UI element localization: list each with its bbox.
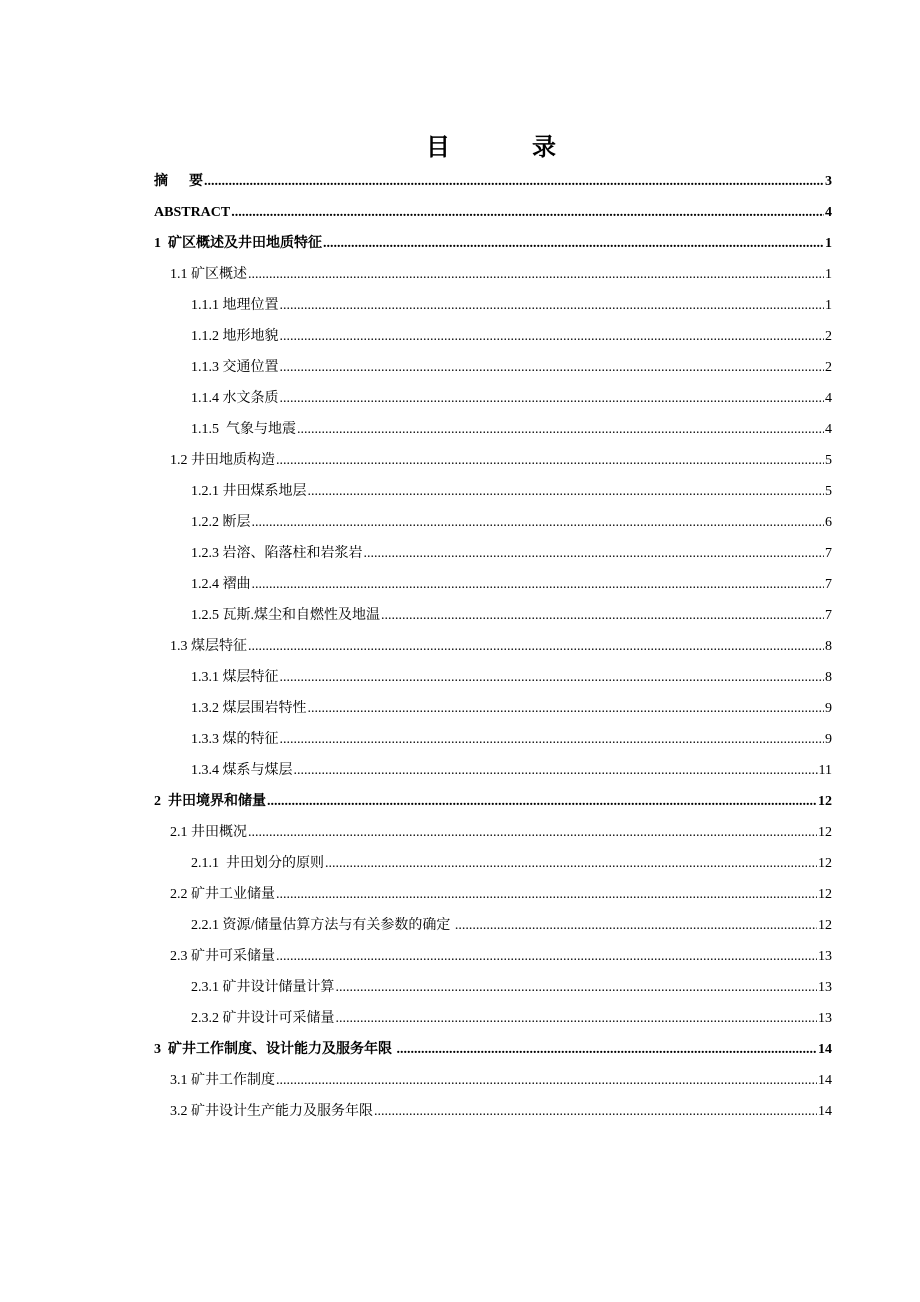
- toc-entry[interactable]: [154, 321, 832, 352]
- toc-entry-page-number: 12: [818, 856, 832, 871]
- toc-entry-label: 2.3.1 矿井设计储量计算: [191, 980, 335, 995]
- toc-entry-page-number: 12: [818, 794, 832, 809]
- toc-entry-label: 2.1.1 井田划分的原则: [191, 856, 324, 871]
- toc-dot-leader: [248, 817, 817, 848]
- toc-entry[interactable]: [154, 1003, 832, 1034]
- toc-entry-page-number: 2: [825, 329, 832, 344]
- toc-dot-leader: [276, 1065, 817, 1096]
- toc-entry-page-number: 7: [825, 577, 832, 592]
- toc-dot-leader: [231, 197, 824, 228]
- toc-entry[interactable]: [154, 1096, 832, 1127]
- toc-entry[interactable]: [154, 662, 832, 693]
- toc-entry-page-number: 8: [825, 670, 832, 685]
- toc-entry[interactable]: [154, 352, 832, 383]
- toc-dot-leader: [325, 848, 817, 879]
- toc-entry-page-number: 13: [818, 1011, 832, 1026]
- toc-entry-label: 2.3.2 矿井设计可采储量: [191, 1011, 335, 1026]
- toc-entry[interactable]: [154, 786, 832, 817]
- toc-entry[interactable]: [154, 941, 832, 972]
- toc-entry-page-number: 1: [825, 236, 832, 251]
- toc-entry-label: 1.1.1 地理位置: [191, 298, 279, 313]
- toc-dot-leader: [276, 879, 817, 910]
- toc-entry-page-number: 5: [825, 453, 832, 468]
- toc-entry-label: 1.3.2 煤层围岩特性: [191, 701, 307, 716]
- toc-entry-page-number: 2: [825, 360, 832, 375]
- toc-entry-label: 1.1.2 地形地貌: [191, 329, 279, 344]
- toc-entry-page-number: 9: [825, 732, 832, 747]
- toc-dot-leader: [336, 972, 818, 1003]
- toc-dot-leader: [381, 600, 824, 631]
- toc-entry[interactable]: [154, 848, 832, 879]
- toc-dot-leader: [297, 414, 824, 445]
- toc-entry-label: 摘 要: [154, 174, 203, 189]
- toc-dot-leader: [308, 476, 825, 507]
- toc-list: [154, 166, 832, 1127]
- toc-entry-page-number: 4: [825, 422, 832, 437]
- toc-entry-label: 1.1.5 气象与地震: [191, 422, 296, 437]
- toc-dot-leader: [280, 290, 825, 321]
- toc-entry[interactable]: [154, 1034, 832, 1065]
- toc-dot-leader: [276, 445, 824, 476]
- toc-entry-page-number: 5: [825, 484, 832, 499]
- toc-entry-label: 1.2.2 断层: [191, 515, 251, 530]
- toc-entry-label: 2 井田境界和储量: [154, 794, 266, 809]
- toc-entry[interactable]: [154, 259, 832, 290]
- toc-entry[interactable]: [154, 166, 832, 197]
- toc-entry[interactable]: [154, 755, 832, 786]
- toc-entry-page-number: 8: [825, 639, 832, 654]
- toc-entry-page-number: 14: [818, 1073, 832, 1088]
- toc-entry[interactable]: [154, 197, 832, 228]
- toc-dot-leader: [455, 910, 817, 941]
- toc-entry-label: 1.1 矿区概述: [170, 267, 247, 282]
- toc-dot-leader: [252, 507, 825, 538]
- toc-entry-label: 3.1 矿井工作制度: [170, 1073, 275, 1088]
- toc-dot-leader: [280, 383, 825, 414]
- toc-dot-leader: [280, 662, 825, 693]
- toc-dot-leader: [204, 166, 824, 197]
- toc-entry[interactable]: [154, 631, 832, 662]
- toc-entry[interactable]: [154, 600, 832, 631]
- toc-entry[interactable]: [154, 879, 832, 910]
- toc-entry-label: 1.2 井田地质构造: [170, 453, 275, 468]
- toc-entry[interactable]: [154, 910, 832, 941]
- toc-entry-label: 1.3.3 煤的特征: [191, 732, 279, 747]
- toc-entry[interactable]: [154, 445, 832, 476]
- toc-entry-page-number: 3: [825, 174, 832, 189]
- toc-entry-page-number: 12: [818, 918, 832, 933]
- toc-entry-label: 1.2.4 褶曲: [191, 577, 251, 592]
- toc-dot-leader: [323, 228, 824, 259]
- toc-entry-label: ABSTRACT: [154, 205, 231, 220]
- toc-dot-leader: [280, 321, 825, 352]
- toc-dot-leader: [364, 538, 825, 569]
- toc-entry-page-number: 9: [825, 701, 832, 716]
- toc-dot-leader: [374, 1096, 817, 1127]
- toc-entry-label: 1.1.4 水文条质: [191, 391, 279, 406]
- toc-entry-label: 2.2 矿井工业储量: [170, 887, 275, 902]
- toc-entry[interactable]: [154, 228, 832, 259]
- toc-entry[interactable]: [154, 724, 832, 755]
- toc-entry-label: 1.2.3 岩溶、陷落柱和岩浆岩: [191, 546, 363, 561]
- toc-entry[interactable]: [154, 507, 832, 538]
- toc-entry[interactable]: [154, 538, 832, 569]
- toc-entry[interactable]: [154, 1065, 832, 1096]
- toc-entry[interactable]: [154, 414, 832, 445]
- toc-entry[interactable]: [154, 476, 832, 507]
- toc-entry-page-number: 4: [825, 391, 832, 406]
- toc-entry-label: 1.1.3 交通位置: [191, 360, 279, 375]
- toc-entry-page-number: 12: [818, 825, 832, 840]
- toc-entry-label: 2.3 矿井可采储量: [170, 949, 275, 964]
- toc-dot-leader: [308, 693, 825, 724]
- toc-entry-label: 1.3.1 煤层特征: [191, 670, 279, 685]
- toc-entry[interactable]: [154, 383, 832, 414]
- toc-entry-label: 1.2.5 瓦斯.煤尘和自燃性及地温: [191, 608, 380, 623]
- toc-entry[interactable]: [154, 290, 832, 321]
- toc-dot-leader: [280, 352, 825, 383]
- toc-entry[interactable]: [154, 972, 832, 1003]
- toc-entry-label: 2.1 井田概况: [170, 825, 247, 840]
- toc-entry-label: 1 矿区概述及井田地质特征: [154, 236, 322, 251]
- toc-entry-label: 1.3 煤层特征: [170, 639, 247, 654]
- toc-entry-page-number: 14: [818, 1042, 832, 1057]
- toc-dot-leader: [252, 569, 825, 600]
- toc-dot-leader: [248, 259, 824, 290]
- toc-entry[interactable]: [154, 693, 832, 724]
- toc-entry-page-number: 6: [825, 515, 832, 530]
- toc-dot-leader: [276, 941, 817, 972]
- toc-entry-page-number: 1: [825, 267, 832, 282]
- toc-entry-page-number: 14: [818, 1104, 832, 1119]
- toc-entry-page-number: 7: [825, 608, 832, 623]
- toc-dot-leader: [248, 631, 824, 662]
- toc-dot-leader: [280, 724, 825, 755]
- toc-entry-label: 1.2.1 井田煤系地层: [191, 484, 307, 499]
- toc-entry[interactable]: [154, 817, 832, 848]
- toc-entry-label: 1.3.4 煤系与煤层: [191, 763, 293, 778]
- toc-entry-page-number: 1: [825, 298, 832, 313]
- toc-entry-label: 2.2.1 资源/储量估算方法与有关参数的确定: [191, 918, 454, 933]
- toc-dot-leader: [294, 755, 818, 786]
- toc-dot-leader: [336, 1003, 818, 1034]
- toc-entry-page-number: 11: [818, 763, 832, 778]
- toc-entry[interactable]: [154, 569, 832, 600]
- toc-entry-page-number: 13: [818, 980, 832, 995]
- toc-entry-page-number: 13: [818, 949, 832, 964]
- toc-entry-page-number: 12: [818, 887, 832, 902]
- toc-title: 目 录: [426, 135, 594, 161]
- toc-entry-page-number: 7: [825, 546, 832, 561]
- toc-dot-leader: [397, 1034, 818, 1065]
- toc-entry-page-number: 4: [825, 205, 832, 220]
- toc-dot-leader: [267, 786, 817, 817]
- toc-entry-label: 3 矿井工作制度、设计能力及服务年限: [154, 1042, 396, 1057]
- toc-entry-label: 3.2 矿井设计生产能力及服务年限: [170, 1104, 373, 1119]
